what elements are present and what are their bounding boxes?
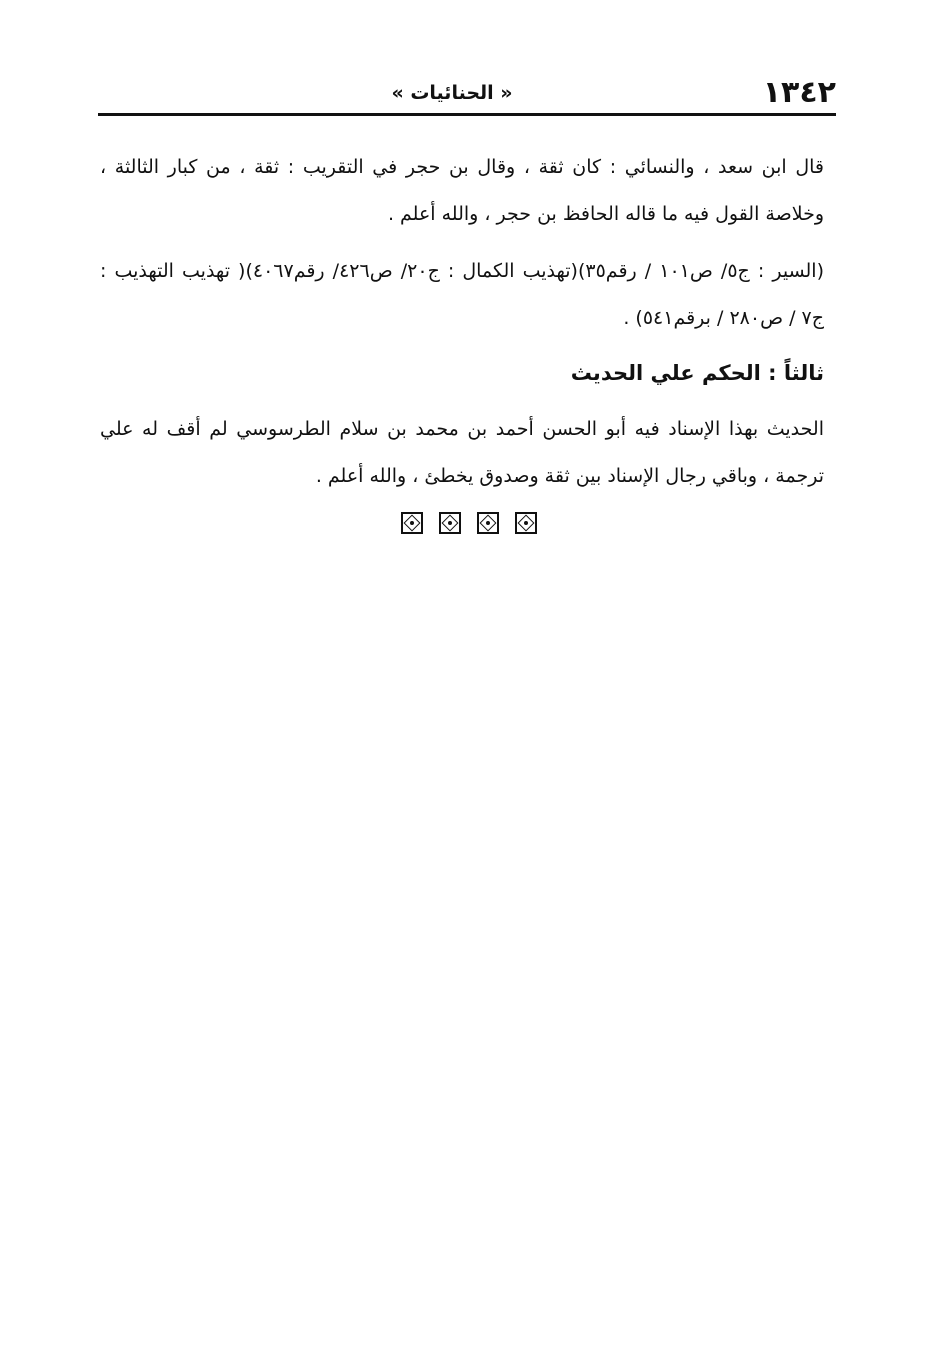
ornament-icon <box>439 512 461 534</box>
ornament-icon <box>477 512 499 534</box>
paragraph-narrator-grading: قال ابن سعد ، والنسائي : كان ثقة ، وقال بن حجر في التقريب : ثقة ، من كبار الثالثة ، وخلاصة القول فيه ما قاله الحافظ بن حجر ، والله أعلم . <box>100 156 824 225</box>
paragraph-references: (السير : ج٥/ ص١٠١ / رقم٣٥)(تهذيب الكمال : ج٢٠/ ص٤٢٦/ رقم٤٠٦٧)( تهذيب التهذيب : ج٧ / ص٢٨٠ / برقم٥٤١) . <box>100 260 824 329</box>
ornament-icon <box>401 512 423 534</box>
paragraph-hadith-ruling: الحديث بهذا الإسناد فيه أبو الحسن أحمد بن محمد بن سلام الطرسوسي لم أقف له علي ترجمة ، وباقي رجال الإسناد بين ثقة وصدوق يخطئ ، والله أعلم . <box>100 418 824 487</box>
ornament-icon <box>515 512 537 534</box>
page-body <box>100 144 824 510</box>
running-title: « الحنائيات » <box>391 82 513 104</box>
page-number: ١٣٤٢ <box>762 75 836 110</box>
section-heading: ثالثاً : الحكم علي الحديث <box>570 361 824 385</box>
page-header <box>98 74 836 112</box>
header-rule <box>98 113 836 116</box>
end-ornaments <box>0 512 937 538</box>
